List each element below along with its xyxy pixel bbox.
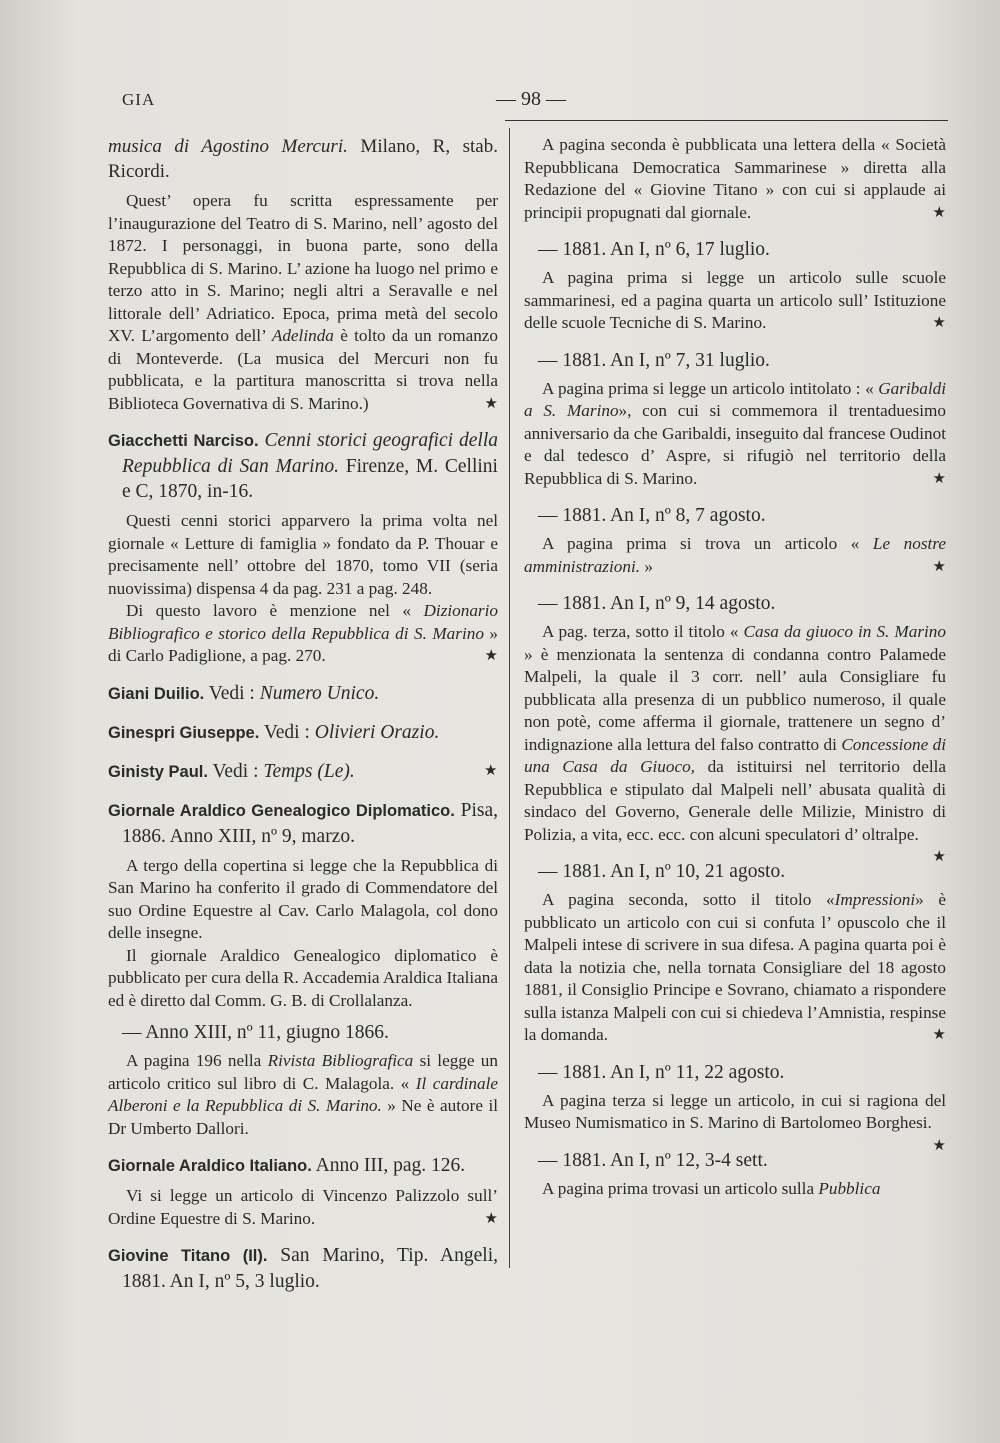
entry-giacchetti xyxy=(108,428,498,668)
star-ornament: ★ xyxy=(932,1137,946,1154)
issue-line: — 1881. An I, nº 12, 3-4 sett. xyxy=(538,1149,768,1171)
note-text-end: da istituirsi nel territorio della Repubblica e stipulato dal Malpeli nell’ abusata qualità di sindaco del Governo, Generale delle Milizie, Ministro di Polizia, a vita, ecc. ecc. con alcuni speculatori d’ oltralpe. xyxy=(524,757,947,844)
author-name: Giornale Araldico Genealogico Diplomatico. xyxy=(108,801,455,820)
issue-note xyxy=(524,267,946,335)
note-italic: Dizionario Bibliografico e storico della Repubblica di S. Marino xyxy=(108,601,498,643)
star-ornament: ★ xyxy=(932,470,946,487)
issue-block xyxy=(524,591,947,865)
note-text-end: » è pubblicato un articolo con cui si confuta l’ opuscolo che il Malpeli intese di scrivere in sua difesa. A pagina quarta poi è data la notizia che, nella tornata Consigliare del 18 agosto 1881, il Consiglio Principe e Sovrano, chiamato a rispondere sulla istanza Malpeli con cui si chiedeva l’Amnistia, respinse la domanda. xyxy=(524,890,946,1044)
entry-ginespri xyxy=(108,720,498,746)
issue-line: — 1881. An I, nº 11, 22 agosto. xyxy=(538,1061,785,1083)
note-text-end: è tolto da un romanzo di Monteverde. (La musica del Mercuri non fu pubblicata, e la partitura manoscritta si trova nella Biblioteca Governativa di S. Marino.) xyxy=(108,326,499,413)
note-text: Vi si legge un articolo di Vincenzo Palizzolo sull’ Ordine Equestre di S. Marino. xyxy=(108,1186,498,1228)
entry-note xyxy=(108,1050,498,1140)
note-text-end: », con cui si commemora il trentaduesimo anniversario da che Garibaldi, inseguito dal francese Oudinot e dal tedesco d’ Aspre, si rifugiò nel territorio della Repubblica di S. Marino. xyxy=(524,401,947,488)
issue-block xyxy=(524,237,946,335)
cross-reference: Numero Unico. xyxy=(259,682,380,704)
imprint: Firenze, M. Cellini e C, 1870, in-16. xyxy=(122,456,498,502)
issue-note xyxy=(524,1090,946,1154)
issue-line: — 1881. An I, nº 10, 21 agosto. xyxy=(538,861,786,882)
left-column xyxy=(108,134,498,1307)
issue-note xyxy=(524,134,946,224)
issue-note xyxy=(524,533,946,578)
star-ornament: ★ xyxy=(484,1210,498,1227)
vedi-label: Vedi : xyxy=(207,760,264,782)
section-label: GIA xyxy=(122,90,156,109)
note-text: A pagina terza si legge un articolo, in cui si ragiona del Museo Numismatico in S. Marino di Bartolomeo Borghesi. xyxy=(524,1090,946,1132)
note-text: Quest’ opera fu scritta espressamente per l’inaugurazione del Teatro di S. Marino, nell’ agosto del 1872. I personaggi, in buona parte, sono della Repubblica di S. Marino. L’ azione ha luogo nel primo e terzo atto in S. Marino; negli altri a Seravalle e nel littorale dell’ Adriatico. Epoca, prima metà del secolo XV. L’argomento dell’ xyxy=(108,191,498,345)
note-text: A pagina 196 nella xyxy=(126,1051,262,1070)
imprint: San Marino, Tip. Angeli, 1881. An I, nº 5, 3 luglio. xyxy=(122,1245,498,1292)
note-italic: Le nostre amministrazioni. xyxy=(524,534,947,576)
entry-giovine-titano xyxy=(108,1243,498,1294)
entry-giornale-araldico-genealogico xyxy=(108,798,498,1141)
issue-block xyxy=(524,859,946,1047)
vedi-label: Vedi : xyxy=(204,682,260,704)
issue-block xyxy=(524,503,946,578)
note-italic: Impressioni xyxy=(834,890,916,909)
entry-heading xyxy=(108,428,498,504)
issue-line: — 1881. An I, nº 9, 14 agosto. xyxy=(538,593,776,614)
issue-note xyxy=(524,1178,946,1201)
running-head xyxy=(118,88,948,114)
note-text-end: » di Carlo Padiglione, a pag. 270. xyxy=(108,623,499,665)
note-italic: Il cardinale Alberoni e la Repubblica di S. Marino. xyxy=(108,1073,499,1115)
note-italic: Concessione di una Casa da Giuoco, xyxy=(524,734,946,776)
author-name: Giacchetti Narciso. xyxy=(108,432,259,450)
entry-giani xyxy=(108,681,498,707)
star-ornament: ★ xyxy=(932,558,946,575)
note-text: Di questo lavoro è menzione nel « xyxy=(126,601,411,620)
note-italic: Rivista Bibliografica xyxy=(267,1051,414,1070)
issue-block xyxy=(524,348,946,491)
entry-heading xyxy=(108,720,498,746)
entry-title-continued xyxy=(108,134,498,184)
entry-note: Il giornale Araldico Genealogico diplomatico è pubblicato per cura della R. Accademia Araldica Italiana ed è diretto dal Comm. G. B. di Crollalanza. xyxy=(108,945,498,1010)
entry-ginisty xyxy=(108,759,498,785)
author-name: Giovine Titano (Il). xyxy=(108,1247,268,1265)
entry-heading xyxy=(108,1153,498,1179)
entry-heading xyxy=(108,1243,498,1294)
note-text: A pag. terza, sotto il titolo « xyxy=(542,622,739,641)
issue-block xyxy=(524,1148,946,1201)
author-name: Ginespri Giuseppe. xyxy=(108,723,260,742)
entry-note: Questi cenni storici apparvero la prima volta nel giornale « Letture di famiglia » fondato da P. Thouar e precisamente nell’ ottobre del 1870, tomo VII (seria nuovissima) dispensa 4 da pag. 231 a pag. 248. xyxy=(108,511,498,598)
column-divider xyxy=(509,128,510,1268)
cross-reference: Temps (Le). xyxy=(263,760,355,782)
note-italic: Casa da giuoco in S. Marino xyxy=(743,622,946,641)
note-text: A pagina prima si legge un articolo intitolato : « xyxy=(542,378,874,398)
note-text: A pagina prima si legge un articolo sulle scuole sammarinesi, ed a pagina quarta un articolo sull’ Istituzione delle scuole Tecniche di S. Marino. xyxy=(524,268,946,332)
star-ornament: ★ xyxy=(932,315,946,331)
note-text-end: » xyxy=(644,556,653,576)
title-italic: musica di Agostino Mercuri. xyxy=(108,136,348,157)
entry-heading: Ginisty Paul. Vedi : Temps (Le). ★ xyxy=(108,760,498,782)
author-name: Giani Duilio. xyxy=(108,684,205,703)
page-number: — 98 — xyxy=(496,88,566,110)
note-text: A pagina seconda è pubblicata una lettera della « Società Repubblicana Democratica Sammarinese » diretta alla Redazione del « Giovine Titano » con cui si applaude ai principii propugnati dal giornale. xyxy=(524,135,946,222)
issue-line: — Anno XIII, nº 11, giugno 1866. xyxy=(122,1022,389,1043)
work-title: Cenni storici geografici della Repubblica di San Marino. xyxy=(122,430,499,477)
cross-reference: Olivieri Orazio. xyxy=(314,721,440,743)
author-name: Giornale Araldico Italiano. xyxy=(108,1157,312,1175)
author-name: Ginisty Paul. xyxy=(108,762,208,781)
note-text: A pagina seconda, sotto il titolo « xyxy=(542,890,835,909)
entry-note: A tergo della copertina si legge che la Repubblica di San Marino ha conferito il grado di Commendatore del suo Ordine Equestre al Cav. Carlo Malagola, col dono delle insegne. xyxy=(108,855,498,942)
entry-note xyxy=(108,190,498,415)
note-italic: Pubblica xyxy=(818,1178,881,1198)
note-italic: Garibaldi a S. Marino xyxy=(524,378,947,420)
issue-note xyxy=(524,378,946,491)
note-text-end: » Ne è autore il Dr Umberto Dallori. xyxy=(108,1096,498,1138)
imprint: Milano, R, stab. Ricordi. xyxy=(108,136,498,182)
issue-line: — 1881. An I, nº 7, 31 luglio. xyxy=(538,349,770,371)
note-text: A pagina prima si trova un articolo « xyxy=(542,534,860,553)
entry-continued xyxy=(108,134,498,415)
issue-block xyxy=(524,1060,946,1154)
star-ornament: ★ xyxy=(484,395,498,412)
note-text-mid: » è menzionata la sentenza di condanna contro Palamede Malpeli, la quale il 3 corr. nell’ aula Consigliare fu pubblicata alla presenza di un pubblico numeroso, il quale non potè, come afferma il giornale, trattenere un segno d’ indignazione alla lettura del falso contratto di xyxy=(524,644,946,754)
note-italic: Adelinda xyxy=(271,326,334,345)
header-rule xyxy=(505,120,948,121)
issue-note xyxy=(524,621,947,865)
issue-line: — 1881. An I, nº 8, 7 agosto. xyxy=(538,505,766,526)
imprint: Pisa, 1886. Anno XIII, nº 9, marzo. xyxy=(122,799,499,847)
star-ornament: ★ xyxy=(932,204,946,221)
star-ornament: ★ xyxy=(484,648,498,664)
entry-heading xyxy=(108,798,498,849)
entry-note xyxy=(108,1185,498,1230)
issue-line: — 1881. An I, nº 6, 17 luglio. xyxy=(538,239,770,260)
note-text: A pagina prima trovasi un articolo sulla xyxy=(542,1178,815,1198)
right-column xyxy=(524,134,946,1213)
entry-giornale-araldico-italiano xyxy=(108,1153,498,1230)
imprint: Anno III, pag. 126. xyxy=(311,1155,466,1176)
entry-heading xyxy=(108,681,498,707)
star-ornament: ★ xyxy=(932,1027,946,1043)
star-ornament: ★ xyxy=(932,849,946,865)
note-text-mid: si legge un articolo critico sul libro di C. Malagola. « xyxy=(108,1051,498,1093)
issue-block xyxy=(524,134,946,224)
entry-note xyxy=(108,600,498,668)
issue-note xyxy=(524,889,946,1047)
vedi-label: Vedi : xyxy=(259,721,315,743)
